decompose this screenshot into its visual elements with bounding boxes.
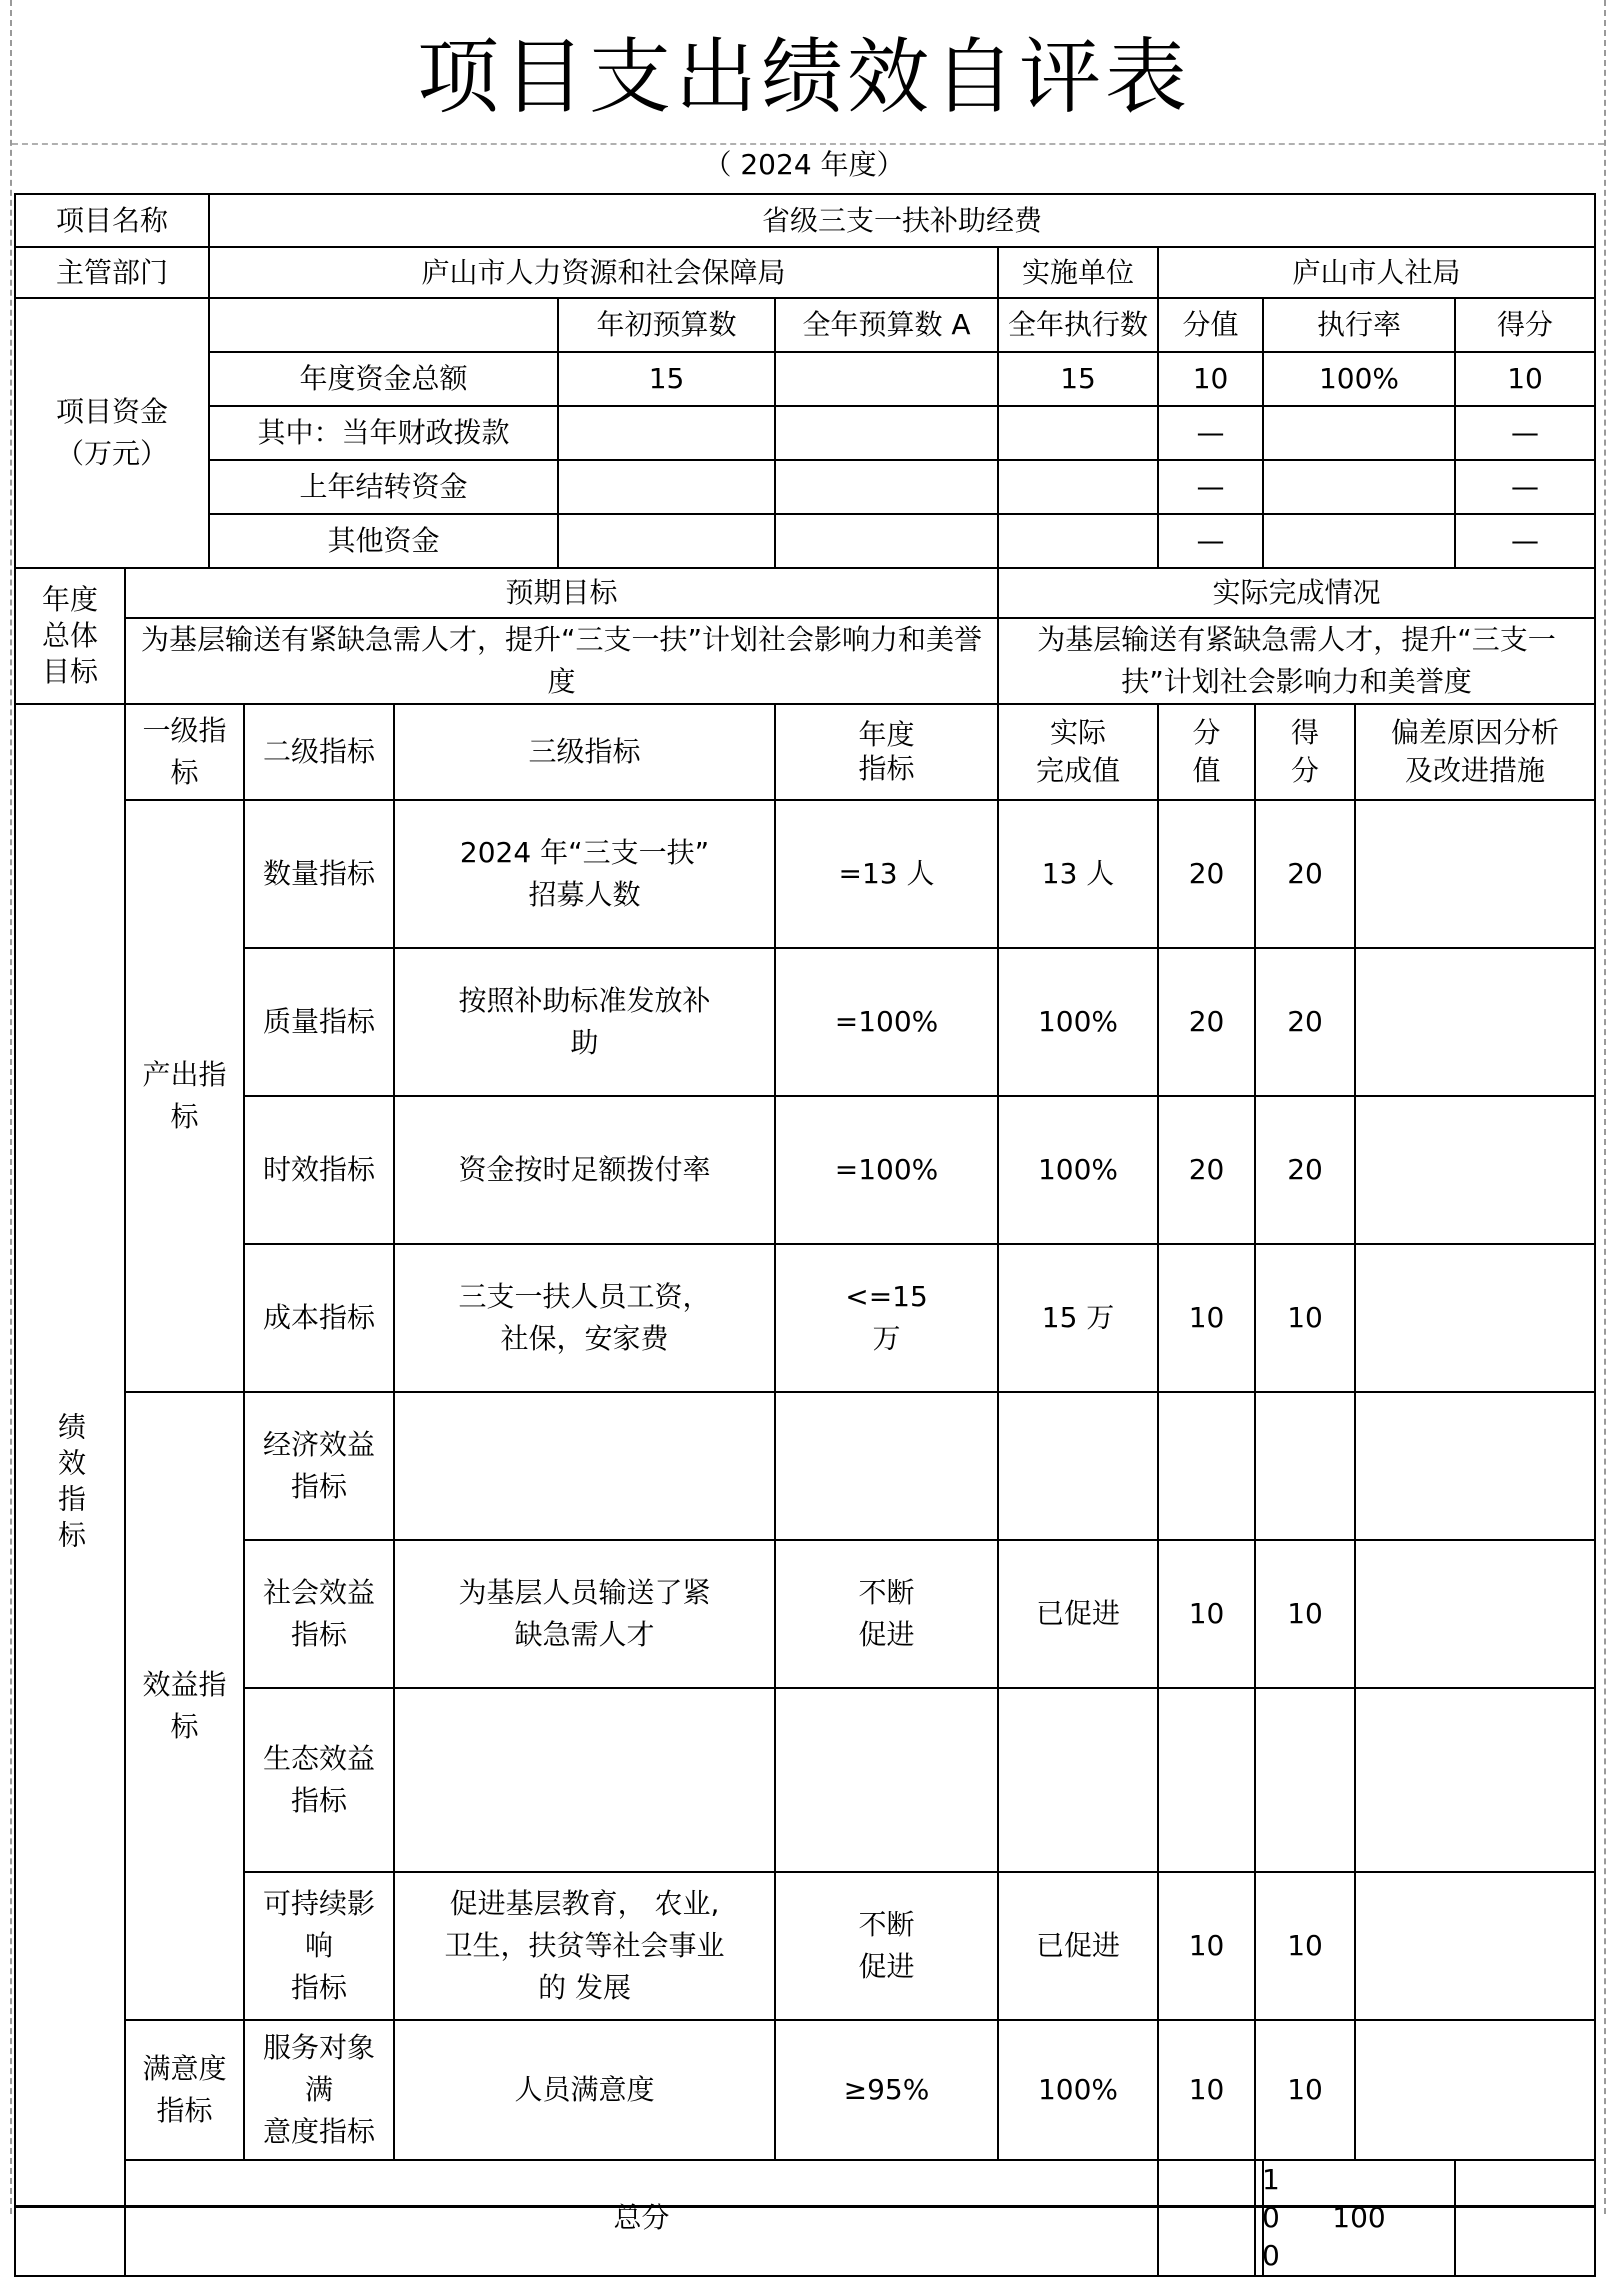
carryover-rate (1263, 460, 1455, 514)
label-supervisor: 主管部门 (15, 247, 209, 298)
carryover-initial (558, 460, 775, 514)
total-value-sum: 100 (1255, 2160, 1263, 2276)
year-label: （ 2024 年度） (703, 148, 905, 181)
target-cost: <=15 万 (775, 1244, 998, 1392)
deviation-quantity (1355, 800, 1595, 948)
target-service-satisfaction: ≥95% (775, 2020, 998, 2160)
value-cost: 10 (1158, 1244, 1255, 1392)
col-lvl3: 三级指标 (394, 704, 775, 800)
expected-goal-text: 为基层输送有紧缺急需人才，提升“三支一扶”计划社会影响力和美誉度 (125, 618, 998, 704)
deviation-service-satisfaction (1355, 2020, 1595, 2160)
category-satisfaction: 满意度 指标 (125, 2020, 244, 2160)
target-sustainable: 不断 促进 (775, 1872, 998, 2020)
actual-quality: 100% (998, 948, 1158, 1096)
total-value: 10 (1158, 352, 1263, 406)
total-score: 10 (1455, 352, 1595, 406)
score-social: 10 (1255, 1540, 1355, 1688)
col-lvl2: 二级指标 (244, 704, 394, 800)
target-quantity: =13 人 (775, 800, 998, 948)
value-service-satisfaction: 10 (1158, 2020, 1255, 2160)
col-exec-rate: 执行率 (1263, 298, 1455, 352)
actual-goal-text: 为基层输送有紧缺急需人才，提升“三支一扶”计划社会影响力和美誉度 (998, 618, 1595, 704)
target-quality: =100% (775, 948, 998, 1096)
carryover-exec (998, 460, 1158, 514)
score-ecological (1255, 1688, 1355, 1872)
label-fiscal: 其中：当年财政拨款 (209, 406, 558, 460)
other-value: — (1158, 514, 1263, 568)
col-initial-budget: 年初预算数 (558, 298, 775, 352)
lvl2-timeliness: 时效指标 (244, 1096, 394, 1244)
funds-header-blank (209, 298, 558, 352)
other-annual (775, 514, 998, 568)
actual-sustainable: 已促进 (998, 1872, 1158, 2020)
self-evaluation-table (14, 193, 1596, 2277)
fiscal-initial (558, 406, 775, 460)
lvl3-sustainable: 促进基层教育， 农业, 卫生，扶贫等社会事业 的 发展 (394, 1872, 775, 2020)
target-ecological (775, 1688, 998, 1872)
score-cost: 10 (1255, 1244, 1355, 1392)
col-score2: 得 分 (1255, 704, 1355, 800)
other-rate (1263, 514, 1455, 568)
actual-ecological (998, 1688, 1158, 1872)
fiscal-annual (775, 406, 998, 460)
value-timeliness: 20 (1158, 1096, 1255, 1244)
actual-service-satisfaction: 100% (998, 2020, 1158, 2160)
total-blank (1158, 2160, 1255, 2276)
value-sustainable: 10 (1158, 1872, 1255, 2020)
score-economic (1255, 1392, 1355, 1540)
carryover-score: — (1455, 460, 1595, 514)
col-value: 分 值 (1158, 704, 1255, 800)
label-perf-indicators: 绩效指标 (15, 704, 125, 2276)
project-name-value: 省级三支一扶补助经费 (209, 194, 1595, 247)
carryover-value: — (1158, 460, 1263, 514)
lvl3-economic (394, 1392, 775, 1540)
lvl3-ecological (394, 1688, 775, 1872)
value-social: 10 (1158, 1540, 1255, 1688)
col-actual-value: 实际 完成值 (998, 704, 1158, 800)
label-funds: 项目资金 （万元） (15, 298, 209, 568)
score-sustainable: 10 (1255, 1872, 1355, 2020)
value-quantity: 20 (1158, 800, 1255, 948)
other-score: — (1455, 514, 1595, 568)
label-other-funds: 其他资金 (209, 514, 558, 568)
total-score-sum: 100 (1263, 2160, 1455, 2276)
lvl2-economic: 经济效益 指标 (244, 1392, 394, 1540)
label-overall-goal: 年度 总体 目标 (15, 568, 125, 704)
total-deviation (1455, 2160, 1595, 2276)
col-score-value: 分值 (1158, 298, 1263, 352)
score-timeliness: 20 (1255, 1096, 1355, 1244)
lvl2-cost: 成本指标 (244, 1244, 394, 1392)
label-total-funds: 年度资金总额 (209, 352, 558, 406)
actual-economic (998, 1392, 1158, 1540)
label-expected: 预期目标 (125, 568, 998, 618)
total-annual (775, 352, 998, 406)
score-service-satisfaction: 10 (1255, 2020, 1355, 2160)
bottom-rule (14, 2205, 1594, 2208)
other-initial (558, 514, 775, 568)
value-quality: 20 (1158, 948, 1255, 1096)
target-social: 不断 促进 (775, 1540, 998, 1688)
value-economic (1158, 1392, 1255, 1540)
col-annual-exec: 全年执行数 (998, 298, 1158, 352)
actual-timeliness: 100% (998, 1096, 1158, 1244)
lvl3-cost: 三支一扶人员工资， 社保，安家费 (394, 1244, 775, 1392)
actual-social: 已促进 (998, 1540, 1158, 1688)
lvl2-quantity: 数量指标 (244, 800, 394, 948)
deviation-social (1355, 1540, 1595, 1688)
deviation-quality (1355, 948, 1595, 1096)
lvl2-ecological: 生态效益 指标 (244, 1688, 394, 1872)
other-exec (998, 514, 1158, 568)
category-output: 产出指标 (125, 800, 244, 1392)
deviation-economic (1355, 1392, 1595, 1540)
total-exec: 15 (998, 352, 1158, 406)
total-rate: 100% (1263, 352, 1455, 406)
deviation-ecological (1355, 1688, 1595, 1872)
deviation-cost (1355, 1244, 1595, 1392)
label-project-name: 项目名称 (15, 194, 209, 247)
col-score: 得分 (1455, 298, 1595, 352)
target-timeliness: =100% (775, 1096, 998, 1244)
label-implementer: 实施单位 (998, 247, 1158, 298)
actual-cost: 15 万 (998, 1244, 1158, 1392)
score-quality: 20 (1255, 948, 1355, 1096)
lvl2-social: 社会效益 指标 (244, 1540, 394, 1688)
label-carryover: 上年结转资金 (209, 460, 558, 514)
value-ecological (1158, 1688, 1255, 1872)
lvl3-quality: 按照补助标准发放补 助 (394, 948, 775, 1096)
fiscal-rate (1263, 406, 1455, 460)
col-annual-budget: 全年预算数 A (775, 298, 998, 352)
lvl3-quantity: 2024 年“三支一扶” 招募人数 (394, 800, 775, 948)
target-economic (775, 1392, 998, 1540)
fiscal-exec (998, 406, 1158, 460)
deviation-timeliness (1355, 1096, 1595, 1244)
carryover-annual (775, 460, 998, 514)
fiscal-score: — (1455, 406, 1595, 460)
fiscal-value: — (1158, 406, 1263, 460)
lvl3-social: 为基层人员输送了紧 缺急需人才 (394, 1540, 775, 1688)
implementer-value: 庐山市人社局 (1158, 247, 1595, 298)
page-title: 项目支出绩效自评表 (416, 30, 1191, 125)
label-actual: 实际完成情况 (998, 568, 1595, 618)
lvl2-sustainable: 可持续影响 指标 (244, 1872, 394, 2020)
deviation-sustainable (1355, 1872, 1595, 2020)
col-lvl1: 一级指标 (125, 704, 244, 800)
lvl3-service-satisfaction: 人员满意度 (394, 2020, 775, 2160)
lvl2-service-satisfaction: 服务对象满 意度指标 (244, 2020, 394, 2160)
col-deviation: 偏差原因分析 及改进措施 (1355, 704, 1595, 800)
score-quantity: 20 (1255, 800, 1355, 948)
lvl3-timeliness: 资金按时足额拨付率 (394, 1096, 775, 1244)
col-annual-indicator: 年度 指标 (775, 704, 998, 800)
actual-quantity: 13 人 (998, 800, 1158, 948)
label-total: 总分 (125, 2160, 1158, 2276)
total-initial: 15 (558, 352, 775, 406)
category-benefit: 效益指标 (125, 1392, 244, 2020)
lvl2-quality: 质量指标 (244, 948, 394, 1096)
supervisor-value: 庐山市人力资源和社会保障局 (209, 247, 998, 298)
